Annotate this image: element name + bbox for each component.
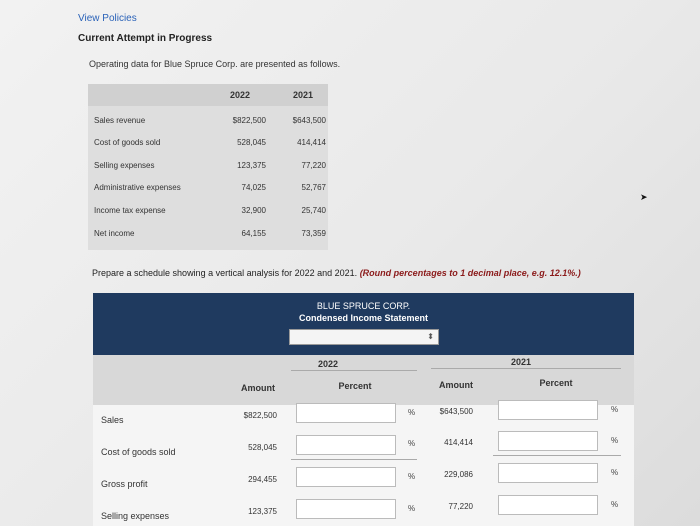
percent-2022-header: Percent [338,381,372,391]
operating-header-band [88,84,328,106]
row-label-selling-expenses: Selling expenses [101,511,170,521]
subtotal-rule-2021 [493,455,621,456]
statement-grid [93,355,634,526]
percent-input-2022-sales[interactable] [296,403,396,423]
op-row-value-2021: 52,767 [301,183,326,192]
op-row-label: Administrative expenses [94,183,181,192]
select-arrow-icon: ⬍ [427,332,434,341]
amount-2022-cogs: 528,045 [248,443,277,452]
amount-2021-gross-profit: 229,086 [444,470,473,479]
percent-sign: % [611,468,619,477]
amount-2022-sales: $822,500 [243,411,277,420]
instructions-main: Prepare a schedule showing a vertical analysis for 2022 and 2021. [92,268,358,278]
op-row-value-2022: 32,900 [241,206,266,215]
row-label-gross-profit: Gross profit [101,479,148,489]
percent-sign: % [611,436,619,445]
amount-2022-header: Amount [241,383,275,393]
amount-2021-sales: $643,500 [439,407,473,416]
view-policies-link[interactable]: View Policies [78,13,137,24]
op-year-2022: 2022 [230,90,251,100]
op-row-value-2022: 123,375 [237,161,266,170]
op-row-value-2022: $822,500 [232,116,266,125]
statement-title: Condensed Income Statement [298,313,429,323]
percent-input-2021-selling-expenses[interactable] [498,495,598,515]
percent-sign: % [611,500,619,509]
percent-2021-header: Percent [539,378,573,388]
op-row-label: Net income [94,229,135,238]
percent-input-2021-cogs[interactable] [498,431,598,451]
percent-input-2022-cogs[interactable] [296,435,396,455]
period-select[interactable] [289,329,439,345]
amount-2021-selling-expenses: 77,220 [448,502,473,511]
problem-intro: Operating data for Blue Spruce Corp. are presented as follows. [89,59,341,69]
year-2021-rule [431,368,621,369]
percent-input-2021-gross-profit[interactable] [498,463,598,483]
statement-header-panel [93,293,634,355]
op-row-value-2021: 25,740 [301,206,326,215]
year-2022-rule [291,370,417,371]
amount-2022-selling-expenses: 123,375 [248,507,277,516]
company-name: BLUE SPRUCE CORP. [316,301,411,311]
percent-sign: % [408,472,416,481]
cursor-icon: ➤ [640,192,648,202]
attempt-status: Current Attempt in Progress [78,33,213,44]
percent-sign: % [408,408,416,417]
amount-2022-gross-profit: 294,455 [248,475,277,484]
op-row-value-2022: 528,045 [237,138,266,147]
percent-input-2021-sales[interactable] [498,400,598,420]
percent-sign: % [611,405,619,414]
op-row-value-2021: 77,220 [301,161,326,170]
percent-input-2022-gross-profit[interactable] [296,467,396,487]
amount-2021-cogs: 414,414 [444,438,473,447]
op-row-value-2022: 74,025 [241,183,266,192]
op-row-label: Cost of goods sold [94,138,161,147]
row-label-sales: Sales [101,415,124,425]
op-row-value-2021: 414,414 [297,138,326,147]
year-2021-header: 2021 [510,357,532,367]
percent-sign: % [408,439,416,448]
op-row-value-2021: 73,359 [301,229,326,238]
subtotal-rule-2022 [291,459,417,460]
row-label-cogs: Cost of goods sold [101,447,176,457]
amount-2021-header: Amount [439,380,473,390]
op-row-value-2022: 64,155 [241,229,266,238]
percent-input-2022-selling-expenses[interactable] [296,499,396,519]
percent-sign: % [408,504,416,513]
op-row-value-2021: $643,500 [292,116,326,125]
op-year-2021: 2021 [293,90,314,100]
year-2022-header: 2022 [317,359,339,369]
op-row-label: Income tax expense [94,206,166,215]
instructions-note: (Round percentages to 1 decimal place, e.g. 12.1%.) [359,268,581,278]
op-row-label: Selling expenses [94,161,155,170]
op-row-label: Sales revenue [94,116,146,125]
instructions [92,268,581,278]
operating-data-table [88,84,328,250]
